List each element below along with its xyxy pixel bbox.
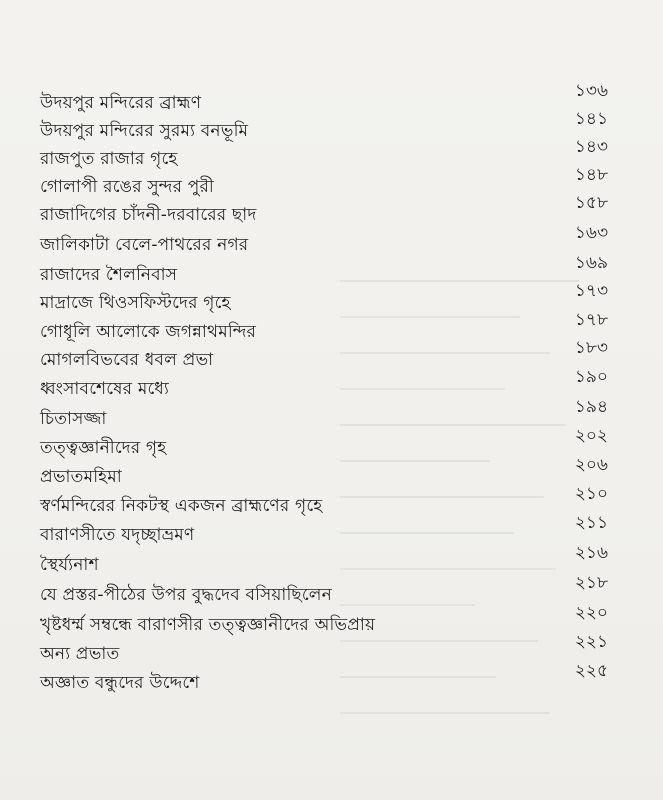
toc-entry-page: ১৮৩ [574,338,608,358]
toc-entry-title: জালিকাটা বেলে-পাথরের নগর [40,235,249,255]
toc-entry-page: ২২০ [574,603,608,623]
toc-entry-title: উদয়পুর মন্দিরের সুরম্য বনভূমি [40,121,249,141]
toc-entry-title: রাজপুত রাজার গৃহে [40,149,178,169]
toc-entry-title: প্রভাতমহিমা [40,467,122,487]
toc-entry-page: ১৪৮ [574,165,608,185]
toc-entry-title: রাজাদের শৈলনিবাস [40,265,178,285]
toc-entry-title: গোলাপী রঙের সুন্দর পুরী [40,177,214,197]
toc-entry-page: ১৯৪ [574,397,608,417]
toc-entry-page: ১৭৮ [574,310,608,330]
toc-entry-title: উদয়পুর মন্দিরের ব্রাহ্মণ [40,93,202,113]
toc-entry-page: ১৩৬ [574,81,608,101]
toc-entry [0,661,663,702]
toc-entry-title: গোধূলি আলোকে জগন্নাথমন্দির [40,322,257,342]
toc-entry-title: বারাণসীতে যদৃচ্ছাভ্রমণ [40,525,195,545]
toc-entry-page: ১৪১ [574,109,608,129]
toc-entry-page: ১৫৮ [574,193,608,213]
toc-entry-title: ধ্বংসাবশেষের মধ্যে [40,379,169,399]
toc-entry-page: ২১০ [574,484,608,504]
toc-entry-page: ২২৫ [574,661,608,681]
toc-entry-title: মাদ্রাজে থিওসফিস্টদের গৃহে [40,293,231,313]
toc-entry-title: যে প্রস্তর-পীঠের উপর বুদ্ধদেব বসিয়াছিলেন [40,585,332,605]
toc-entry-title: খৃষ্টধর্ম্ম সম্বন্ধে বারাণসীর তত্ত্বজ্ঞানীদের অভিপ্রায় [40,615,376,635]
toc-entry-page: ২০২ [574,426,608,446]
toc-entry-page: ২১১ [574,513,608,533]
toc-entry-title: অন্য প্রভাত [40,644,120,664]
toc-entry-title: স্থৈর্য্যনাশ [40,555,99,575]
toc-entry-page: ১৪৩ [574,137,608,157]
toc-entry-page: ১৬৩ [574,223,608,243]
toc-entry-title: মোগলবিভবের ধবল প্রভা [40,350,214,370]
toc-entry-page: ২২১ [574,632,608,652]
toc-entry-page: ১৯০ [574,367,608,387]
toc-entry-title: স্বর্ণমন্দিরের নিকটস্থ একজন ব্রাহ্মণের গৃহে [40,496,323,516]
toc-entry-page: ১৭৩ [574,281,608,301]
toc-entry-title: অজ্ঞাত বন্ধুদের উদ্দেশে [40,673,200,693]
toc-entry-title: চিতাসজ্জা [40,409,107,429]
toc-entry-page: ২১৮ [574,573,608,593]
toc-entry-title: তত্ত্বজ্ঞানীদের গৃহ [40,438,167,458]
toc-entry-title: রাজাদিগের চাঁদনী-দরবারের ছাদ [40,205,257,225]
toc-entry-page: ২১৬ [574,543,608,563]
toc-entry-page: ১৬৯ [574,253,608,273]
toc-entry-page: ২০৬ [574,455,608,475]
